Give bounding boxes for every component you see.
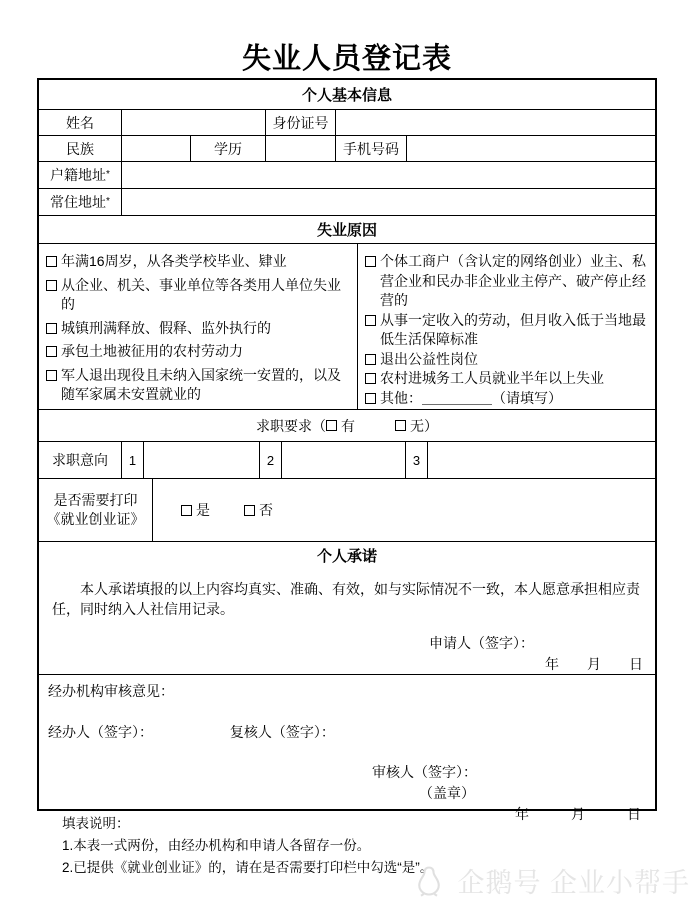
commitment-date-label: 年 月 日: [545, 656, 643, 672]
reason-item: 个体工商户（含认定的网络创业）业主、私营企业和民办非企业业主停产、破产停止经营的: [365, 252, 651, 311]
no-requirement-checkbox-icon[interactable]: [395, 420, 406, 431]
personal-commitment-section: [39, 542, 655, 674]
intention-field-2[interactable]: [282, 442, 406, 478]
reason-item: 从事一定收入的劳动，但月收入低于当地最低生活保障标准: [365, 311, 651, 350]
checkbox-icon[interactable]: [46, 346, 57, 357]
agency-review-section: [39, 675, 655, 822]
reason-item: 年满16周岁，从各类学校毕业、肄业: [46, 252, 353, 272]
id-number-label: 身份证号: [266, 110, 336, 135]
checkbox-icon[interactable]: [46, 280, 57, 291]
id-number-field[interactable]: [336, 110, 655, 135]
intention-number-3: 3: [406, 442, 428, 478]
name-label: 姓名: [39, 110, 122, 135]
phone-label: 手机号码: [336, 136, 407, 161]
agency-date-label: 年 月 日: [515, 806, 641, 822]
commitment-body: 本人承诺填报的以上内容均真实、准确、有效，如与实际情况不一致，本人愿意承担相应责任，同时纳入人社信用记录。: [52, 581, 640, 617]
education-field[interactable]: [266, 136, 336, 161]
print-yes-checkbox-icon[interactable]: [181, 505, 192, 516]
print-no-checkbox-icon[interactable]: [244, 505, 255, 516]
applicant-signature-label: 申请人（签字）：: [429, 635, 534, 651]
agency-opinion-label: 经办机构审核意见：: [48, 683, 174, 699]
page-title: 失业人员登记表: [241, 43, 452, 75]
basic-info-header: 个人基本信息: [301, 87, 392, 104]
watermark-text: 企鹅号 企业小帮手: [457, 868, 690, 898]
reason-item: 农村进城务工人员就业半年以上失业: [365, 369, 651, 389]
registration-form: [37, 78, 657, 822]
print-cert-options: [153, 479, 655, 541]
note-item-1: 1.本表一式两份，由经办机构和申请人各留存一份。: [62, 838, 371, 853]
penguin-icon: [411, 863, 447, 899]
checkbox-icon[interactable]: [46, 370, 57, 381]
job-intention-label: 求职意向: [39, 442, 122, 478]
reason-item: 承包土地被征用的农村劳动力: [46, 342, 353, 362]
residence-address-field[interactable]: [122, 189, 655, 215]
household-address-field[interactable]: [122, 162, 655, 188]
phone-field[interactable]: [407, 136, 655, 161]
personal-commitment-header: 个人承诺: [316, 548, 377, 565]
seal-label: （盖章）: [419, 785, 475, 801]
intention-number-2: 2: [260, 442, 282, 478]
checkbox-icon[interactable]: [365, 393, 376, 404]
reason-item: 其他：＿＿＿＿＿（请填写）: [365, 389, 651, 409]
reason-item: 城镇刑满释放、假释、监外执行的: [46, 319, 353, 339]
name-field[interactable]: [122, 110, 266, 135]
reason-column-right: [358, 244, 655, 409]
handler-signature-label: 经办人（签字）：: [48, 724, 153, 740]
unemployment-reason-header: 失业原因: [316, 222, 377, 239]
checkbox-icon[interactable]: [46, 256, 57, 267]
reviewer-signature-label: 复核人（签字）：: [229, 724, 335, 740]
notes-header: 填表说明：: [62, 816, 130, 831]
residence-address-label: 常住地址 *: [39, 189, 122, 215]
job-requirement-row: [39, 410, 655, 441]
education-label: 学历: [191, 136, 266, 161]
reason-item: 退出公益性岗位: [365, 350, 651, 370]
print-yes-label: 是: [196, 502, 210, 518]
checkbox-icon[interactable]: [365, 315, 376, 326]
checkbox-icon[interactable]: [365, 373, 376, 384]
ethnicity-field[interactable]: [122, 136, 191, 161]
reason-column-left: [39, 244, 358, 409]
note-item-2: 2.已提供《就业创业证》的，请在是否需要打印栏中勾选“是”。: [62, 860, 434, 875]
reason-item: 军人退出现役且未纳入国家统一安置的，以及随军家属未安置就业的: [46, 366, 353, 405]
checkbox-icon[interactable]: [46, 323, 57, 334]
required-mark: *: [106, 169, 110, 180]
notes-section: [62, 813, 433, 879]
ethnicity-label: 民族: [39, 136, 122, 161]
checkbox-icon[interactable]: [365, 354, 376, 365]
has-requirement-checkbox-icon[interactable]: [326, 420, 337, 431]
intention-field-1[interactable]: [144, 442, 260, 478]
intention-field-3[interactable]: [428, 442, 655, 478]
intention-number-1: 1: [122, 442, 144, 478]
print-cert-label: 是否需要打印 《就业创业证》: [39, 479, 153, 541]
checkbox-icon[interactable]: [365, 256, 376, 267]
job-requirement-label: 求职要求（ 有 无 ）: [256, 417, 438, 434]
watermark: [411, 861, 690, 900]
print-no-label: 否: [259, 502, 273, 518]
household-address-label: 户籍地址 *: [39, 162, 122, 188]
reason-item: 从企业、机关、事业单位等各类用人单位失业的: [46, 276, 353, 315]
auditor-signature-label: 审核人（签字）：: [372, 764, 477, 780]
required-mark: *: [106, 196, 110, 207]
